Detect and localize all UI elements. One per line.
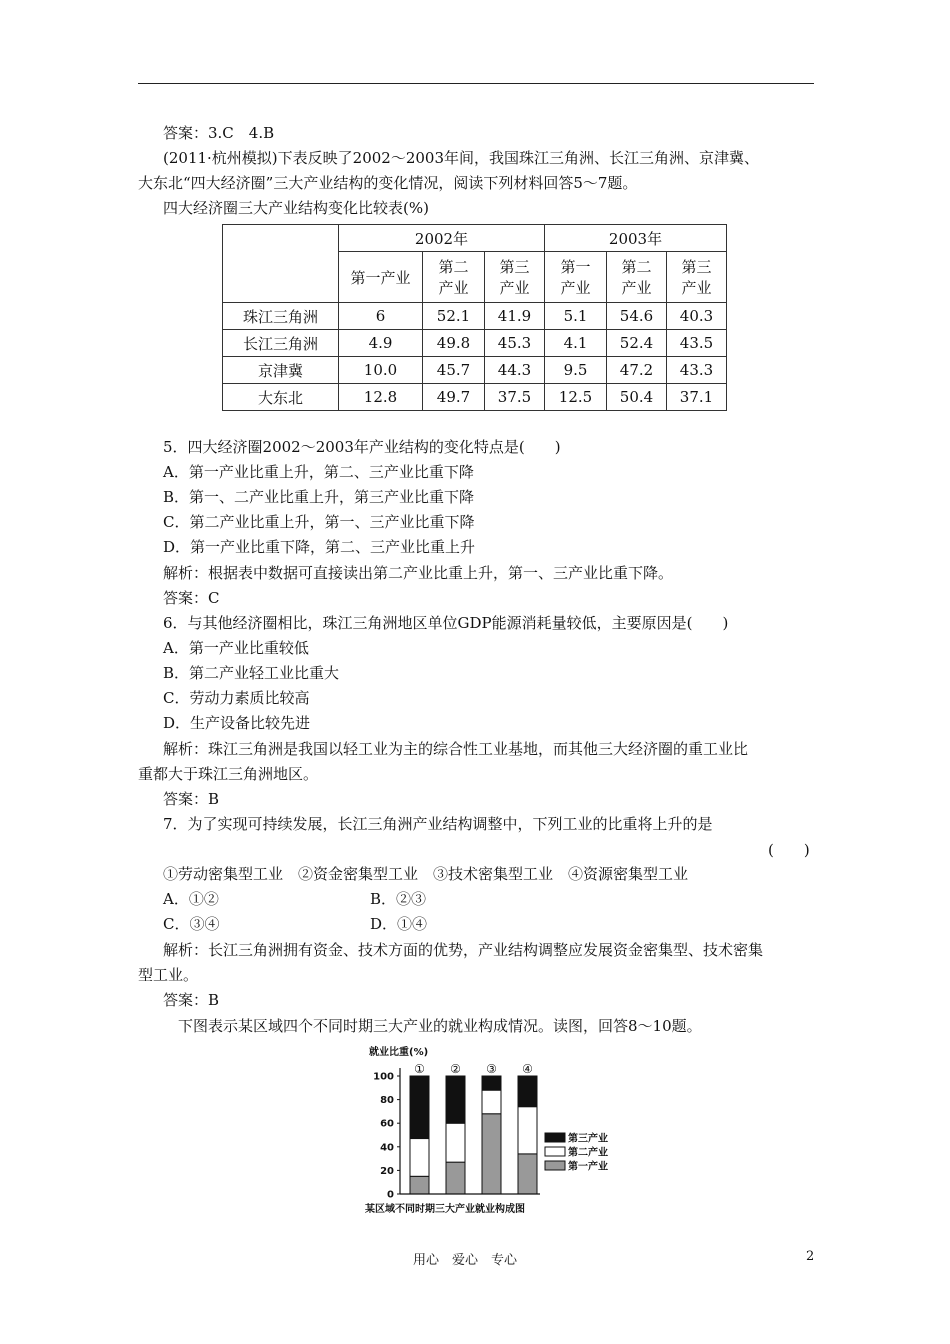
header-rule xyxy=(138,83,814,84)
question-7-option-c: C．③④ xyxy=(163,915,220,933)
chart-title: 某区域不同时期三大产业就业构成图 xyxy=(365,1204,525,1215)
table-cell: 44.3 xyxy=(485,357,545,384)
table-cell: 52.1 xyxy=(423,303,485,330)
question-5-option-b: B．第一、二产业比重上升，第三产业比重下降 xyxy=(163,488,475,506)
bar-segment xyxy=(482,1090,501,1114)
footer-slogan: 用心 爱心 专心 xyxy=(413,1253,518,1268)
question-6-explanation-1: 解析：珠江三角洲是我国以轻工业为主的综合性工业基地，而其他三大经济圈的重工业比 xyxy=(163,740,749,758)
y-tick-label: 20 xyxy=(380,1165,394,1177)
table-cell: 49.7 xyxy=(423,384,485,411)
bar-segment xyxy=(518,1076,537,1107)
table-cell: 4.1 xyxy=(545,330,607,357)
table-cell: 10.0 xyxy=(339,357,423,384)
header-third-industry-2002: 第三 产业 xyxy=(485,252,545,303)
table-cell: 4.9 xyxy=(339,330,423,357)
y-axis-ticks xyxy=(373,1072,400,1201)
bar-segment xyxy=(410,1176,429,1194)
y-tick-label: 100 xyxy=(373,1071,394,1083)
header-first-industry-2002: 第一产业 xyxy=(339,252,423,303)
question-6-answer: 答案：B xyxy=(163,790,220,808)
table-title: 四大经济圈三大产业结构变化比较表(%) xyxy=(163,199,429,217)
table-cell: 41.9 xyxy=(485,303,545,330)
table-cell: 6 xyxy=(339,303,423,330)
table-cell: 45.3 xyxy=(485,330,545,357)
question-7-answer-blank: ( ) xyxy=(768,841,810,859)
region-name: 京津冀 xyxy=(223,357,339,384)
y-tick-label: 40 xyxy=(380,1142,394,1154)
legend-label: 第一产业 xyxy=(568,1161,608,1173)
legend xyxy=(545,1132,608,1173)
question-5-option-a: A．第一产业比重上升，第二、三产业比重下降 xyxy=(163,463,474,481)
legend-label: 第三产业 xyxy=(568,1133,608,1145)
bar-segment xyxy=(446,1162,465,1194)
y-tick-label: 0 xyxy=(387,1189,394,1201)
header-second-industry-2003: 第二 产业 xyxy=(607,252,667,303)
legend-label: 第二产业 xyxy=(568,1147,608,1159)
header-first-industry-2003: 第一 产业 xyxy=(545,252,607,303)
legend-swatch xyxy=(545,1133,565,1142)
table-cell: 37.1 xyxy=(667,384,727,411)
question-5: 5．四大经济圈2002～2003年产业结构的变化特点是( ) xyxy=(163,438,561,456)
category-label: ③ xyxy=(486,1062,497,1076)
question-6-option-d: D．生产设备比较先进 xyxy=(163,714,311,732)
y-axis-label: 就业比重(%) xyxy=(369,1047,429,1058)
answer-3-4: 答案：3.C 4.B xyxy=(163,124,275,142)
bar-segment xyxy=(518,1107,537,1154)
bar-segment xyxy=(482,1076,501,1090)
category-label: ④ xyxy=(522,1062,533,1076)
question-7: 7．为了实现可持续发展，长江三角洲产业结构调整中，下列工业的比重将上升的是 xyxy=(163,815,713,833)
table-row xyxy=(223,330,727,357)
category-labels xyxy=(414,1062,533,1076)
question-5-option-c: C．第二产业比重上升，第一、三产业比重下降 xyxy=(163,513,475,531)
region-name: 长江三角洲 xyxy=(223,330,339,357)
bar-segment xyxy=(518,1154,537,1194)
question-6-explanation-2: 重都大于珠江三角洲地区。 xyxy=(138,765,319,783)
table-cell: 52.4 xyxy=(607,330,667,357)
employment-structure-chart xyxy=(360,1038,640,1220)
question-5-explanation: 解析：根据表中数据可直接读出第二产业比重上升，第一、三产业比重下降。 xyxy=(163,564,674,582)
legend-swatch xyxy=(545,1147,565,1156)
question-7-explanation-2: 型工业。 xyxy=(138,966,199,984)
bar-segment xyxy=(446,1076,465,1123)
question-7-answer: 答案：B xyxy=(163,991,220,1009)
table-cell: 47.2 xyxy=(607,357,667,384)
table-cell: 9.5 xyxy=(545,357,607,384)
table-cell: 43.3 xyxy=(667,357,727,384)
figure-intro: 下图表示某区域四个不同时期三大产业的就业构成情况。读图，回答8～10题。 xyxy=(178,1017,702,1035)
question-6-option-c: C．劳动力素质比较高 xyxy=(163,689,310,707)
intro-line-2: 大东北“四大经济圈”三大产业结构的变化情况，阅读下列材料回答5～7题。 xyxy=(138,174,638,192)
question-6: 6．与其他经济圈相比，珠江三角洲地区单位GDP能源消耗量较低，主要原因是( ) xyxy=(163,614,729,632)
bar-segment xyxy=(482,1114,501,1194)
table-cell: 12.8 xyxy=(339,384,423,411)
region-name: 珠江三角洲 xyxy=(223,303,339,330)
header-second-industry-2002: 第二 产业 xyxy=(423,252,485,303)
question-7-explanation-1: 解析：长江三角洲拥有资金、技术方面的优势，产业结构调整应发展资金密集型、技术密集 xyxy=(163,941,764,959)
page-number: 2 xyxy=(806,1249,815,1264)
table-cell: 37.5 xyxy=(485,384,545,411)
corner-cell xyxy=(223,225,339,303)
question-7-items: ①劳动密集型工业 ②资金密集型工业 ③技术密集型工业 ④资源密集型工业 xyxy=(163,865,689,883)
question-7-option-b: B．②③ xyxy=(370,890,427,908)
industry-structure-table xyxy=(222,224,727,411)
table-row xyxy=(223,384,727,411)
bar-segment xyxy=(410,1076,429,1139)
bars xyxy=(410,1076,537,1194)
year-2002-header: 2002年 xyxy=(339,225,545,252)
table-cell: 43.5 xyxy=(667,330,727,357)
table-cell: 45.7 xyxy=(423,357,485,384)
table-cell: 49.8 xyxy=(423,330,485,357)
header-third-industry-2003: 第三 产业 xyxy=(667,252,727,303)
question-5-option-d: D．第一产业比重下降，第二、三产业比重上升 xyxy=(163,538,476,556)
question-7-option-d: D．①④ xyxy=(370,915,428,933)
question-6-option-a: A．第一产业比重较低 xyxy=(163,639,309,657)
region-name: 大东北 xyxy=(223,384,339,411)
table-cell: 5.1 xyxy=(545,303,607,330)
table-row xyxy=(223,303,727,330)
category-label: ① xyxy=(414,1062,425,1076)
bar-segment xyxy=(446,1123,465,1162)
table-row xyxy=(223,357,727,384)
y-tick-label: 60 xyxy=(380,1118,394,1130)
question-6-option-b: B．第二产业轻工业比重大 xyxy=(163,664,340,682)
intro-line-1: (2011·杭州模拟)下表反映了2002～2003年间，我国珠江三角洲、长江三角洲、京津冀、 xyxy=(163,149,759,167)
legend-swatch xyxy=(545,1161,565,1170)
category-label: ② xyxy=(450,1062,461,1076)
question-7-option-a: A．①② xyxy=(163,890,219,908)
table-cell: 50.4 xyxy=(607,384,667,411)
year-2003-header: 2003年 xyxy=(545,225,727,252)
table-cell: 40.3 xyxy=(667,303,727,330)
table-cell: 12.5 xyxy=(545,384,607,411)
table-cell: 54.6 xyxy=(607,303,667,330)
bar-segment xyxy=(410,1139,429,1177)
y-tick-label: 80 xyxy=(380,1095,394,1107)
question-5-answer: 答案：C xyxy=(163,589,220,607)
